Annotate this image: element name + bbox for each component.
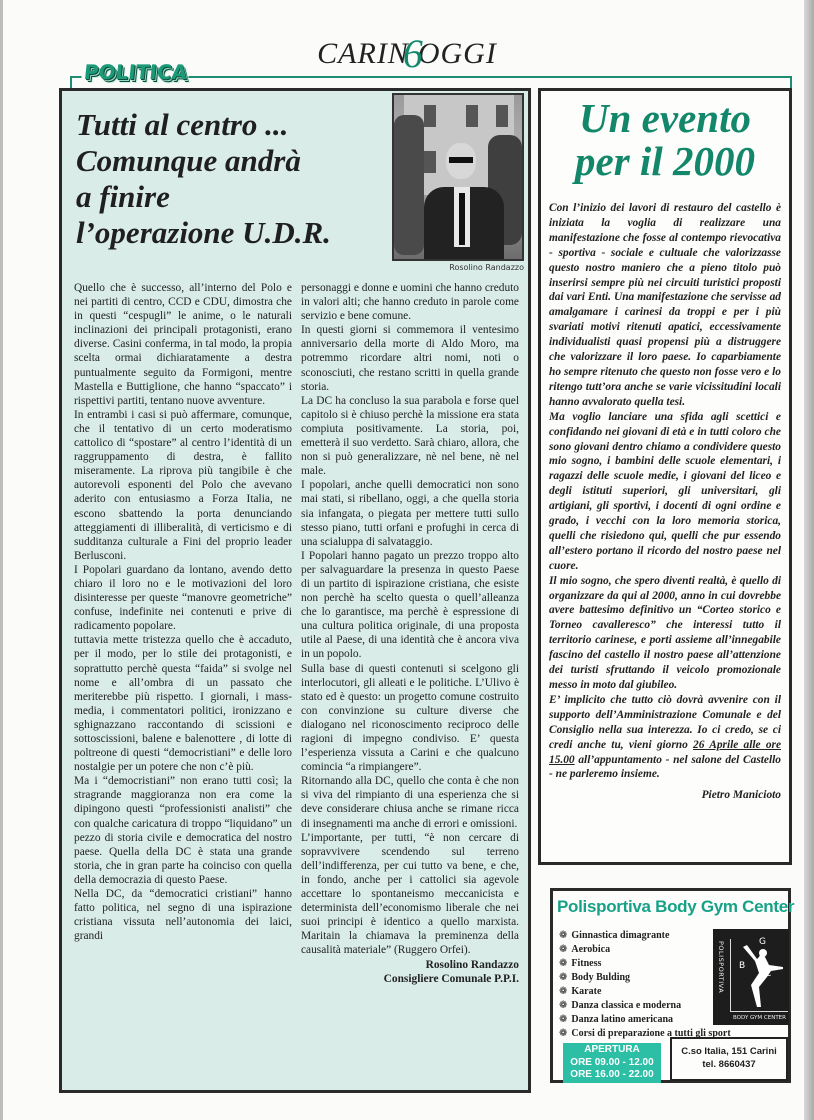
- photo-person-tie: [459, 193, 465, 245]
- flower-bullet-icon: ❁: [559, 958, 568, 969]
- paragraph: Ritornando alla DC, quello che conta è che non si viva del rimpianto di una esperienza che si deve considerare chiusa anche se rimane ricca di insegnamenti ma anche di errori e omissioni.: [301, 775, 519, 830]
- author-photo: [392, 93, 524, 261]
- address-line: C.so Italia, 151 Carini: [681, 1046, 777, 1057]
- event-box: [538, 88, 792, 865]
- course-label: Corsi di preparazione a tutti gli sport: [571, 1028, 731, 1039]
- course-label: Body Bulding: [571, 972, 631, 983]
- article-author: Rosolino Randazzo: [425, 958, 519, 971]
- event-title-line: Un evento: [579, 95, 751, 141]
- paragraph: tuttavia mette tristezza quello che è accaduto, per il modo, per lo stile dei protagonisti, e soprattutto perchè questa “faida” si svolge nel nome e all’ombra di un passato che meriterebbe più rispetto. I giornali, i mass-media, i commentatori politici, ironizzano e sghignazzano raccontando di scissioni e sottoscissioni, balene e balenottere , di lotte di poltreone di questi “democristiani” e delle loro nostalgie per un potere che non c’è più.: [74, 634, 292, 774]
- paragraph: Sulla base di questi contenuti si scelgono gli interlocutori, gli alleati e le politiche. L’Ulivo è stato ed è questo: un progetto comune costruito con convinzione su culture diverse che dialogano nel riconoscimento reciproco delle ragioni di impegno condiviso. E’ questa l’esperienza vissuta a Carini e che qualcuno comincia “a rimpiangere”.: [301, 662, 519, 774]
- flower-bullet-icon: ❁: [559, 1014, 568, 1025]
- flower-bullet-icon: ❁: [559, 972, 568, 983]
- photo-tree: [394, 115, 424, 255]
- article-column-1: [74, 281, 292, 943]
- gym-title: Polisportiva Body Gym Center: [557, 897, 795, 916]
- paragraph: Ma voglio lanciare una sfida agli scettici e confidando nei giovani di età e in tutti coloro che sono giovani dentro chiamo a condividere questo mio sogno, i bambini delle scuole elementari, i ragazzi delle scuole medie, i giovani del liceo e degli istituti superiori, gli universitari, gli artigiani, gli sportivi, i docenti di ogni ordine e grado, i vecchi con la loro memoria storica, quelli che risiedono qui, quelli che pur essendo all’estero portano il ricordo del nostro paese nel cuore.: [549, 410, 781, 572]
- photo-window: [466, 105, 478, 127]
- paragraph: La DC ha concluso la sua parabola e forse quel capitolo si è chiuso perchè la missione era stata compiuta positivamente. La storia, poi, emetterà il suo verdetto. Sarà chiaro, allora, che non si può generalizzare, nè nel bene, nè nel male.: [301, 394, 519, 478]
- event-title: [541, 97, 789, 183]
- logo-axis: [730, 1011, 788, 1012]
- paragraph: personaggi e donne e uomini che hanno creduto in valori alti; che hanno creduto in parole come servizio e bene comune.: [301, 282, 519, 323]
- masthead-left: CARIN: [317, 37, 409, 70]
- paragraph: I popolari, anche quelli democratici non sono mai stati, si ribellano, oggi, a che quella storia sia infangata, o piegata per mettere tutti sullo stesso piano, tutti orfani e profughi in cerca di una scialuppa di salvataggio.: [301, 479, 519, 548]
- paragraph: Il mio sogno, che spero diventi realtà, è quello di organizzare da qui al 2000, anno in cui dovrebbe avere battesimo definitivo un “Corteo storico e Torneo cavalleresco” che interessi tutto il territorio carinese, e porti assieme all’innegabile fascino del castello il nostro paese all’attenzione dei turisti sfruttando il veicolo promozionale messo in moto dal giubileo.: [549, 574, 781, 691]
- logo-letter: B: [739, 961, 746, 971]
- course-label: Aerobica: [571, 944, 611, 955]
- section-tag: POLITICA: [82, 60, 189, 84]
- logo-bottom-text: BODY GYM CENTER: [733, 1015, 786, 1021]
- photo-person-glasses: [449, 157, 473, 163]
- paragraph: In questi giorni si commemora il ventesimo anniversario della morte di Aldo Moro, ma potremmo ricordare altri nomi, noti o sconosciuti, che restano scritti in quella grande storia.: [301, 324, 519, 393]
- article-box: [59, 88, 531, 1093]
- paragraph: In entrambi i casi si può affermare, comunque, che il tentativo di un certo moderatismo cattolico di “spostare” al centro l’identità di un raggruppamento di destra, è fallito miseramente. La riprova più tangibile è che autorevoli esponenti del Polo che avevano aderito con entusiasmo a Forza Italia, ne escono sbattendo la porta denunciando atteggiamenti di illiberalità, di verticismo e di sudditanza culturale a Fini del proprio leader Berlusconi.: [74, 408, 292, 562]
- flower-bullet-icon: ❁: [559, 1000, 568, 1011]
- event-body: [549, 201, 781, 803]
- photo-window: [424, 105, 436, 127]
- hours-line: ORE 09.00 - 12.00: [570, 1056, 654, 1068]
- gym-address: [670, 1037, 788, 1081]
- article-headline: [76, 107, 386, 251]
- closing-text: E’ implicito che tutto ciò dovrà avvenire con il supporto dell’Amministrazione Comunale e del Consiglio nella sua interezza. Io ci credo, se ci credi anche tu, vieni giorno: [549, 693, 781, 751]
- photo-window: [424, 151, 436, 173]
- event-date: 26 Aprile alle ore 15.00: [549, 738, 781, 766]
- flower-bullet-icon: ❁: [559, 986, 568, 997]
- headline-line: Comunque andrà: [76, 143, 301, 178]
- closing-text: all’appuntamento - nel salone del Castello - ne parleremo insieme.: [549, 753, 781, 781]
- article-author-role: Consigliere Comunale P.P.I.: [383, 972, 519, 985]
- logo-letter: C: [765, 969, 772, 979]
- hours-line: ORE 16.00 - 22.00: [570, 1069, 654, 1080]
- headline-line: Tutti al centro ...: [76, 107, 289, 142]
- article-column-2: [301, 281, 519, 986]
- paragraph: I Popolari hanno pagato un prezzo troppo alto per salvaguardare la presenza in questo Paese di un partito di ispirazione cristiana, che esiste non perchè ha scelto questa o quell’alleanza che lo garantisce, ma perchè è espressione di una cultura politica originale, di una proposta utile al Paese, di una identità che è ancora viva in un popolo.: [301, 549, 519, 661]
- page-number: 6: [402, 31, 424, 76]
- gym-advertisement: [550, 888, 795, 1083]
- paragraph: Nella DC, da “democratici cristiani” hanno fatto politica, nel segno di una ispirazione cristiana vissuta nell’autonomia dei laici, grandi: [74, 888, 292, 943]
- paragraph: Quello che è successo, all’interno del Polo e nei partiti di centro, CCD e CDU, dimostra che in questi “cespugli” le anime, o le naturali inclinazioni dei principali protagonisti, erano diverse. Casini conferma, in tal modo, la propia scelta ormai dichiaratamente a destra puntualmente seguito da Formigoni, mentre Mastella e Buttiglione, che hanno “spaccato” i rispettivi partiti, tentano nuove avventure.: [74, 282, 292, 407]
- course-label: Danza latino americana: [571, 1014, 674, 1025]
- opening-hours: [563, 1043, 661, 1083]
- headline-line: a finire: [76, 179, 170, 214]
- course-label: Danza classica e moderna: [571, 1000, 682, 1011]
- event-title-line: per il 2000: [575, 138, 755, 184]
- gym-logo: [713, 929, 789, 1025]
- scan-edge-left: [0, 0, 3, 1120]
- hours-title: APERTURA: [584, 1044, 640, 1055]
- event-author: Pietro Manicioto: [701, 789, 781, 802]
- photo-window: [496, 105, 508, 127]
- scan-edge-right: [804, 0, 814, 1120]
- course-label: Ginnastica dimagrante: [571, 930, 670, 941]
- flower-bullet-icon: ❁: [559, 944, 568, 955]
- paragraph: Con l’inizio dei lavori di restauro del castello è iniziata la voglia di realizzare una manifestazione che fosse al contempo rievocativa - sportiva - sociale e cultuale che valorizzasse questo nostro maniero che a pieno titolo può inserirsi sempre più nei circuiti turistici proposti dai vari Enti. Una manifestazione che servisse ad amalgamare i carinesi da troppi e per i più svariati motivi ritenuti apatici, eccessivamente individualisti quasi propensi più a distruggere che valorizzare il loro paese. Io caparbiamente ho sempre ritenuto che questo non fosse vero e lo ritengo tutt’ora anche se varie vicissitudini locali hanno avvalorato quella tesi.: [549, 202, 781, 408]
- masthead-right: OGGI: [417, 37, 497, 70]
- paragraph: L’importante, per tutti, “è non cercare di sopravvivere scendendo sul terreno dell’indifferenza, per cui tutto va bene, e che, in fondo, anche per i cattolici sia agevole accettare lo spontaneismo meccanicista e determinista dell’economismo liberale che nei suoi principi è identico a quello marxista. Maritain la chiamava la preminenza della causalità materiale” (Ruggero Orfei).: [301, 831, 519, 957]
- phone-number: tel. 8660437: [702, 1059, 756, 1070]
- flower-bullet-icon: ❁: [559, 1028, 568, 1039]
- logo-letter: G: [759, 937, 766, 947]
- closing-paragraph: [549, 693, 781, 782]
- flower-bullet-icon: ❁: [559, 930, 568, 941]
- logo-vertical-text: POLISPORTIVA: [717, 941, 725, 994]
- photo-caption: Rosolino Randazzo: [449, 263, 524, 272]
- paragraph: Ma i “democristiani” non erano tutti così; la stragrande maggioranza non era come la dipingono questi “professionisti analisti” che con qualche caricatura di troppo “liquidano” un pezzo di storia civile e democratica del nostro paese. Quella della DC è stata una grande storia, che in gran parte ha coinciso con quella della democrazia di questo Paese.: [74, 775, 292, 886]
- logo-axis: [730, 939, 731, 1011]
- headline-line: l’operazione U.D.R.: [76, 215, 331, 250]
- course-label: Karate: [571, 986, 602, 997]
- course-label: Fitness: [571, 958, 602, 969]
- dancer-icon: [739, 943, 785, 1009]
- paragraph: I Popolari guardano da lontano, avendo detto chiaro il loro no e le motivazioni del loro disinteresse per queste “manovre geometriche” confuse, indefinite nei contenuti e prive di radicamento popolare.: [74, 563, 292, 633]
